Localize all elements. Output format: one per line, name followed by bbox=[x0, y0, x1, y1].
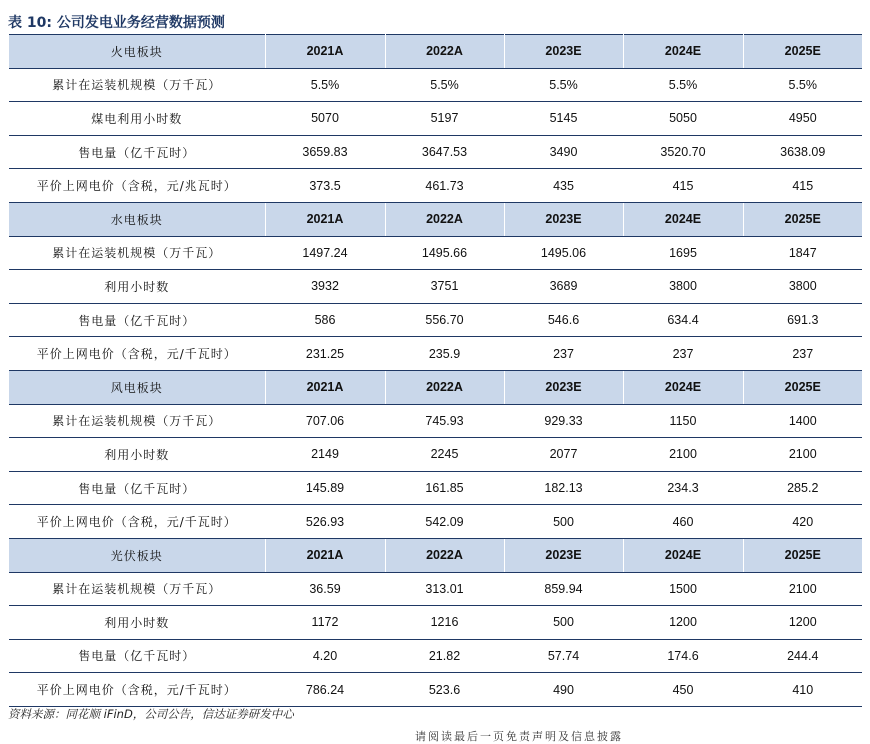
year-header: 2024E bbox=[623, 202, 743, 236]
year-header: 2024E bbox=[623, 538, 743, 572]
value-cell: 145.89 bbox=[265, 471, 385, 505]
year-header: 2025E bbox=[743, 370, 862, 404]
value-cell: 285.2 bbox=[743, 471, 862, 505]
value-cell: 3751 bbox=[385, 270, 504, 304]
table-title: 表 10: 公司发电业务经营数据预测 bbox=[8, 15, 225, 31]
value-cell: 460 bbox=[623, 505, 743, 539]
table-row bbox=[9, 505, 862, 539]
value-cell: 234.3 bbox=[623, 471, 743, 505]
value-cell: 500 bbox=[504, 606, 623, 640]
section-title: 水电板块 bbox=[9, 202, 265, 236]
table-row bbox=[9, 68, 862, 102]
value-cell: 3800 bbox=[623, 270, 743, 304]
table-row bbox=[9, 337, 862, 371]
year-header: 2021A bbox=[265, 202, 385, 236]
value-cell: 5.5% bbox=[623, 68, 743, 102]
section-header-row bbox=[9, 538, 862, 572]
value-cell: 174.6 bbox=[623, 639, 743, 673]
value-cell: 523.6 bbox=[385, 673, 504, 707]
table-row bbox=[9, 471, 862, 505]
value-cell: 3932 bbox=[265, 270, 385, 304]
value-cell: 2149 bbox=[265, 438, 385, 472]
row-label: 利用小时数 bbox=[9, 606, 265, 640]
value-cell: 237 bbox=[743, 337, 862, 371]
row-label: 累计在运装机规模（万千瓦） bbox=[9, 572, 265, 606]
table-row bbox=[9, 404, 862, 438]
value-cell: 1400 bbox=[743, 404, 862, 438]
value-cell: 5.5% bbox=[385, 68, 504, 102]
year-header: 2024E bbox=[623, 370, 743, 404]
value-cell: 313.01 bbox=[385, 572, 504, 606]
value-cell: 237 bbox=[504, 337, 623, 371]
table-row bbox=[9, 303, 862, 337]
value-cell: 1847 bbox=[743, 236, 862, 270]
table-row bbox=[9, 236, 862, 270]
value-cell: 2077 bbox=[504, 438, 623, 472]
table-row bbox=[9, 135, 862, 169]
value-cell: 415 bbox=[623, 169, 743, 203]
row-label: 平价上网电价（含税，元/千瓦时） bbox=[9, 337, 265, 371]
year-header: 2021A bbox=[265, 538, 385, 572]
section-title: 火电板块 bbox=[9, 35, 265, 69]
table-row bbox=[9, 606, 862, 640]
value-cell: 2245 bbox=[385, 438, 504, 472]
year-header: 2023E bbox=[504, 35, 623, 69]
section-title: 光伏板块 bbox=[9, 538, 265, 572]
value-cell: 500 bbox=[504, 505, 623, 539]
row-label: 售电量（亿千瓦时） bbox=[9, 639, 265, 673]
value-cell: 707.06 bbox=[265, 404, 385, 438]
value-cell: 1695 bbox=[623, 236, 743, 270]
value-cell: 450 bbox=[623, 673, 743, 707]
value-cell: 586 bbox=[265, 303, 385, 337]
year-header: 2022A bbox=[385, 370, 504, 404]
year-header: 2021A bbox=[265, 370, 385, 404]
value-cell: 373.5 bbox=[265, 169, 385, 203]
row-label: 售电量（亿千瓦时） bbox=[9, 303, 265, 337]
value-cell: 859.94 bbox=[504, 572, 623, 606]
value-cell: 244.4 bbox=[743, 639, 862, 673]
value-cell: 5145 bbox=[504, 102, 623, 136]
value-cell: 691.3 bbox=[743, 303, 862, 337]
value-cell: 461.73 bbox=[385, 169, 504, 203]
value-cell: 410 bbox=[743, 673, 862, 707]
table-row bbox=[9, 639, 862, 673]
value-cell: 21.82 bbox=[385, 639, 504, 673]
value-cell: 2100 bbox=[743, 572, 862, 606]
value-cell: 3490 bbox=[504, 135, 623, 169]
year-header: 2023E bbox=[504, 202, 623, 236]
value-cell: 237 bbox=[623, 337, 743, 371]
operating-data-table bbox=[9, 34, 862, 707]
value-cell: 542.09 bbox=[385, 505, 504, 539]
value-cell: 161.85 bbox=[385, 471, 504, 505]
row-label: 累计在运装机规模（万千瓦） bbox=[9, 68, 265, 102]
value-cell: 1495.66 bbox=[385, 236, 504, 270]
value-cell: 526.93 bbox=[265, 505, 385, 539]
value-cell: 57.74 bbox=[504, 639, 623, 673]
section-header-row bbox=[9, 370, 862, 404]
value-cell: 435 bbox=[504, 169, 623, 203]
value-cell: 3659.83 bbox=[265, 135, 385, 169]
value-cell: 5050 bbox=[623, 102, 743, 136]
value-cell: 3520.70 bbox=[623, 135, 743, 169]
value-cell: 5070 bbox=[265, 102, 385, 136]
disclaimer-footer: 请阅读最后一页免责声明及信息披露 bbox=[415, 730, 623, 743]
value-cell: 182.13 bbox=[504, 471, 623, 505]
value-cell: 5.5% bbox=[265, 68, 385, 102]
value-cell: 745.93 bbox=[385, 404, 504, 438]
year-header: 2023E bbox=[504, 538, 623, 572]
row-label: 售电量（亿千瓦时） bbox=[9, 135, 265, 169]
table-row bbox=[9, 169, 862, 203]
value-cell: 5.5% bbox=[743, 68, 862, 102]
row-label: 平价上网电价（含税，元/千瓦时） bbox=[9, 505, 265, 539]
year-header: 2023E bbox=[504, 370, 623, 404]
value-cell: 634.4 bbox=[623, 303, 743, 337]
table-row bbox=[9, 438, 862, 472]
value-cell: 4950 bbox=[743, 102, 862, 136]
value-cell: 3800 bbox=[743, 270, 862, 304]
value-cell: 1497.24 bbox=[265, 236, 385, 270]
value-cell: 235.9 bbox=[385, 337, 504, 371]
year-header: 2022A bbox=[385, 35, 504, 69]
value-cell: 1200 bbox=[623, 606, 743, 640]
year-header: 2025E bbox=[743, 35, 862, 69]
value-cell: 3689 bbox=[504, 270, 623, 304]
value-cell: 1500 bbox=[623, 572, 743, 606]
row-label: 累计在运装机规模（万千瓦） bbox=[9, 404, 265, 438]
row-label: 累计在运装机规模（万千瓦） bbox=[9, 236, 265, 270]
value-cell: 556.70 bbox=[385, 303, 504, 337]
value-cell: 2100 bbox=[743, 438, 862, 472]
value-cell: 1495.06 bbox=[504, 236, 623, 270]
row-label: 利用小时数 bbox=[9, 438, 265, 472]
table-row bbox=[9, 673, 862, 707]
value-cell: 2100 bbox=[623, 438, 743, 472]
row-label: 利用小时数 bbox=[9, 270, 265, 304]
value-cell: 36.59 bbox=[265, 572, 385, 606]
value-cell: 1150 bbox=[623, 404, 743, 438]
section-title: 风电板块 bbox=[9, 370, 265, 404]
value-cell: 929.33 bbox=[504, 404, 623, 438]
value-cell: 3638.09 bbox=[743, 135, 862, 169]
year-header: 2022A bbox=[385, 538, 504, 572]
value-cell: 4.20 bbox=[265, 639, 385, 673]
year-header: 2024E bbox=[623, 35, 743, 69]
value-cell: 3647.53 bbox=[385, 135, 504, 169]
row-label: 煤电利用小时数 bbox=[9, 102, 265, 136]
year-header: 2025E bbox=[743, 538, 862, 572]
value-cell: 1172 bbox=[265, 606, 385, 640]
year-header: 2021A bbox=[265, 35, 385, 69]
table-row bbox=[9, 102, 862, 136]
value-cell: 1200 bbox=[743, 606, 862, 640]
year-header: 2025E bbox=[743, 202, 862, 236]
value-cell: 420 bbox=[743, 505, 862, 539]
value-cell: 786.24 bbox=[265, 673, 385, 707]
value-cell: 415 bbox=[743, 169, 862, 203]
value-cell: 5.5% bbox=[504, 68, 623, 102]
row-label: 平价上网电价（含税，元/千瓦时） bbox=[9, 673, 265, 707]
row-label: 平价上网电价（含税，元/兆瓦时） bbox=[9, 169, 265, 203]
table-row bbox=[9, 572, 862, 606]
value-cell: 5197 bbox=[385, 102, 504, 136]
year-header: 2022A bbox=[385, 202, 504, 236]
section-header-row bbox=[9, 202, 862, 236]
value-cell: 546.6 bbox=[504, 303, 623, 337]
row-label: 售电量（亿千瓦时） bbox=[9, 471, 265, 505]
value-cell: 1216 bbox=[385, 606, 504, 640]
value-cell: 231.25 bbox=[265, 337, 385, 371]
value-cell: 490 bbox=[504, 673, 623, 707]
source-note: 资料来源：同花顺 iFinD，公司公告，信达证券研发中心 bbox=[8, 707, 294, 721]
table-row bbox=[9, 270, 862, 304]
section-header-row bbox=[9, 35, 862, 69]
